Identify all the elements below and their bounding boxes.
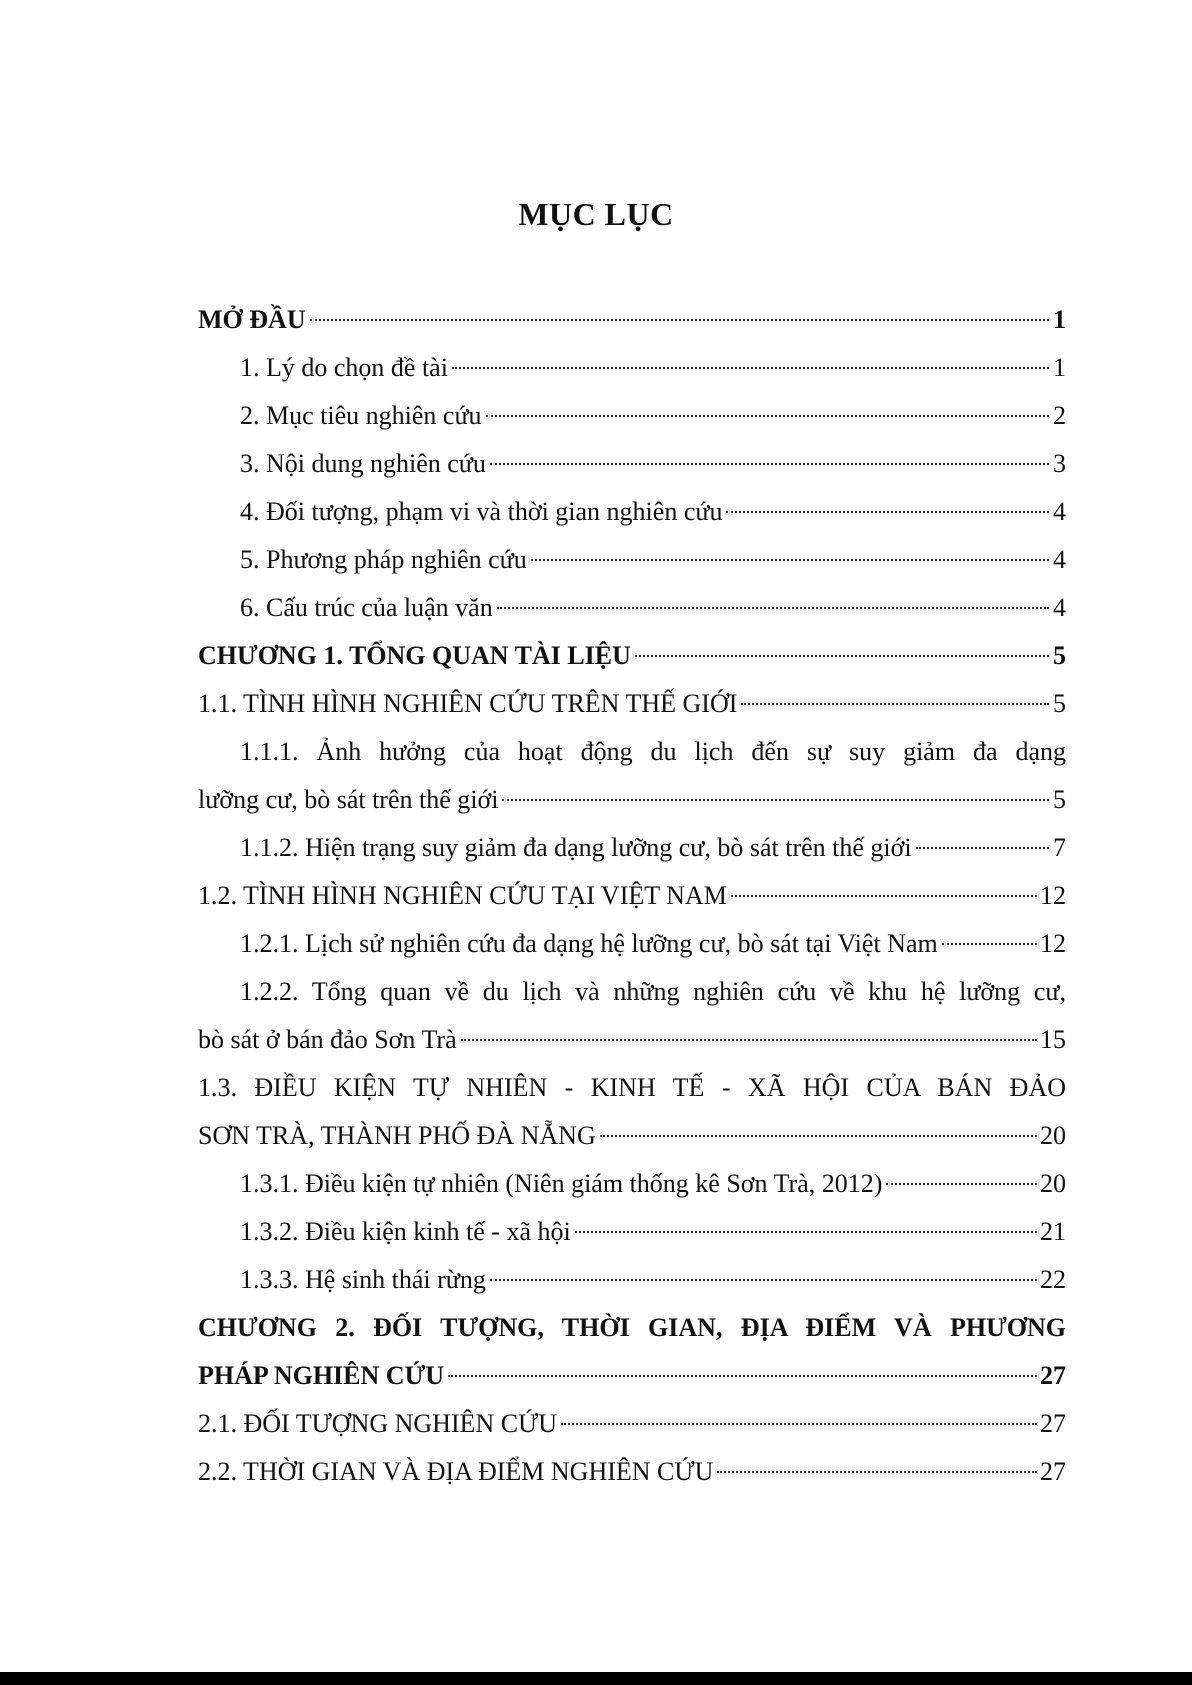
toc-page-number: 1 [1053, 305, 1066, 334]
dot-leader [942, 943, 1037, 945]
toc-entry-chapter-2[interactable] [198, 1304, 1066, 1400]
toc-page-number: 3 [1053, 449, 1066, 478]
toc-entry-text-line-2: SƠN TRÀ, THÀNH PHỐ ĐÀ NẴNG [198, 1121, 596, 1150]
toc-entry-1-3-2[interactable] [198, 1208, 1066, 1256]
toc-entry-chapter-1[interactable] [198, 632, 1066, 680]
toc-entry-md4[interactable] [198, 488, 1066, 536]
toc-page-number: 27 [1040, 1409, 1066, 1438]
toc-page-number: 5 [1053, 641, 1066, 670]
dot-leader [461, 1039, 1037, 1041]
toc-entry-text-line-1: CHƯƠNG 2. ĐỐI TƯỢNG, THỜI GIAN, ĐỊA ĐIỂM VÀ PHƯƠNG [198, 1313, 1066, 1342]
toc-entry-2-1[interactable] [198, 1400, 1066, 1448]
toc-page-number: 20 [1040, 1169, 1066, 1198]
toc-entry-text: 1.3.2. Điều kiện kinh tế - xã hội [240, 1217, 571, 1246]
toc-entry-text: 6. Cấu trúc của luận văn [240, 593, 493, 622]
toc-entry-text: 5. Phương pháp nghiên cứu [240, 545, 527, 574]
toc-entry-text: 1.1. TÌNH HÌNH NGHIÊN CỨU TRÊN THẾ GIỚI [198, 689, 738, 718]
toc-entry-md1[interactable] [198, 344, 1066, 392]
toc-page-number: 5 [1053, 785, 1066, 814]
toc-page-number: 15 [1040, 1025, 1066, 1054]
page-title: MỤC LỤC [518, 196, 674, 232]
toc-entry-mo-dau[interactable] [198, 296, 1066, 344]
toc-entry-1-1-2[interactable] [198, 824, 1066, 872]
dot-leader [731, 895, 1037, 897]
dot-leader [310, 319, 1049, 321]
toc-page-number: 12 [1040, 881, 1066, 910]
dot-leader [490, 1279, 1037, 1281]
toc-entry-text: 1.2. TÌNH HÌNH NGHIÊN CỨU TẠI VIỆT NAM [198, 881, 727, 910]
toc-entry-text: MỞ ĐẦU [198, 305, 306, 334]
dot-leader [886, 1183, 1037, 1185]
toc-page-number: 22 [1040, 1265, 1066, 1294]
toc-page-number: 12 [1040, 929, 1066, 958]
toc-page-number: 27 [1040, 1361, 1066, 1390]
toc-entry-1-2-1[interactable] [198, 920, 1066, 968]
dot-leader [726, 511, 1049, 513]
toc-entry-text: 2. Mục tiêu nghiên cứu [240, 401, 482, 430]
toc-entry-md2[interactable] [198, 392, 1066, 440]
toc-entry-1-2-2[interactable] [198, 968, 1066, 1064]
toc-page-number: 7 [1053, 833, 1066, 862]
dot-leader [497, 607, 1049, 609]
toc-entry-text-line-2: lưỡng cư, bò sát trên thế giới [198, 785, 499, 814]
toc-entry-text: 2.2. THỜI GIAN VÀ ĐỊA ĐIỂM NGHIÊN CỨU [198, 1457, 714, 1486]
dot-leader [916, 847, 1049, 849]
toc-entry-1-2[interactable] [198, 872, 1066, 920]
dot-leader [502, 799, 1049, 801]
toc-page-number: 5 [1053, 689, 1066, 718]
toc-entry-1-3[interactable] [198, 1064, 1066, 1160]
toc-page-number: 20 [1040, 1121, 1066, 1150]
toc-entry-md3[interactable] [198, 440, 1066, 488]
dot-leader [531, 559, 1049, 561]
toc-page-number: 2 [1053, 401, 1066, 430]
toc-entry-text: 4. Đối tượng, phạm vi và thời gian nghiên cứu [240, 497, 723, 526]
dot-leader [452, 367, 1049, 369]
dot-leader [741, 703, 1049, 705]
dot-leader [717, 1471, 1037, 1473]
dot-leader [448, 1375, 1037, 1377]
dot-leader [600, 1135, 1037, 1137]
dot-leader [575, 1231, 1037, 1233]
toc-entry-text: 1.2.1. Lịch sử nghiên cứu đa dạng hệ lưỡng cư, bò sát tại Việt Nam [240, 929, 938, 958]
bottom-edge-bar [0, 1672, 1192, 1685]
toc-page-number: 4 [1053, 545, 1066, 574]
toc-entry-1-3-1[interactable] [198, 1160, 1066, 1208]
toc-page-number: 27 [1040, 1457, 1066, 1486]
toc-entry-md5[interactable] [198, 536, 1066, 584]
toc-page-number: 1 [1053, 353, 1066, 382]
toc-entry-text: 1.1.2. Hiện trạng suy giảm đa dạng lưỡng cư, bò sát trên thế giới [240, 833, 912, 862]
toc-entry-text: CHƯƠNG 1. TỔNG QUAN TÀI LIỆU [198, 641, 631, 670]
toc-entry-2-2[interactable] [198, 1448, 1066, 1496]
dot-leader [490, 463, 1049, 465]
dot-leader [561, 1423, 1037, 1425]
toc-page-number: 4 [1053, 497, 1066, 526]
toc-entry-md6[interactable] [198, 584, 1066, 632]
dot-leader [486, 415, 1049, 417]
toc-entry-1-1[interactable] [198, 680, 1066, 728]
toc-entry-1-1-1[interactable] [198, 728, 1066, 824]
toc-entry-text-line-2: PHÁP NGHIÊN CỨU [198, 1361, 445, 1390]
toc-entry-text-line-1: 1.1.1. Ảnh hưởng của hoạt động du lịch đến sự suy giảm đa dạng [240, 737, 1066, 766]
toc-entry-text-line-1: 1.3. ĐIỀU KIỆN TỰ NHIÊN - KINH TẾ - XÃ HỘI CỦA BÁN ĐẢO [198, 1073, 1066, 1102]
toc-entry-text: 1.3.3. Hệ sinh thái rừng [240, 1265, 486, 1294]
toc-page-number: 21 [1040, 1217, 1066, 1246]
toc-entry-text-line-2: bò sát ở bán đảo Sơn Trà [198, 1025, 457, 1054]
toc-entry-text: 2.1. ĐỐI TƯỢNG NGHIÊN CỨU [198, 1409, 558, 1438]
toc-entry-1-3-3[interactable] [198, 1256, 1066, 1304]
toc-entry-text: 1. Lý do chọn đề tài [240, 353, 448, 382]
table-of-contents [198, 296, 1066, 1496]
toc-entry-text: 3. Nội dung nghiên cứu [240, 449, 486, 478]
toc-page-number: 4 [1053, 593, 1066, 622]
toc-entry-text: 1.3.1. Điều kiện tự nhiên (Niên giám thống kê Sơn Trà, 2012) [240, 1169, 883, 1198]
dot-leader [635, 655, 1049, 657]
toc-entry-text-line-1: 1.2.2. Tổng quan về du lịch và những nghiên cứu về khu hệ lưỡng cư, [240, 977, 1066, 1006]
